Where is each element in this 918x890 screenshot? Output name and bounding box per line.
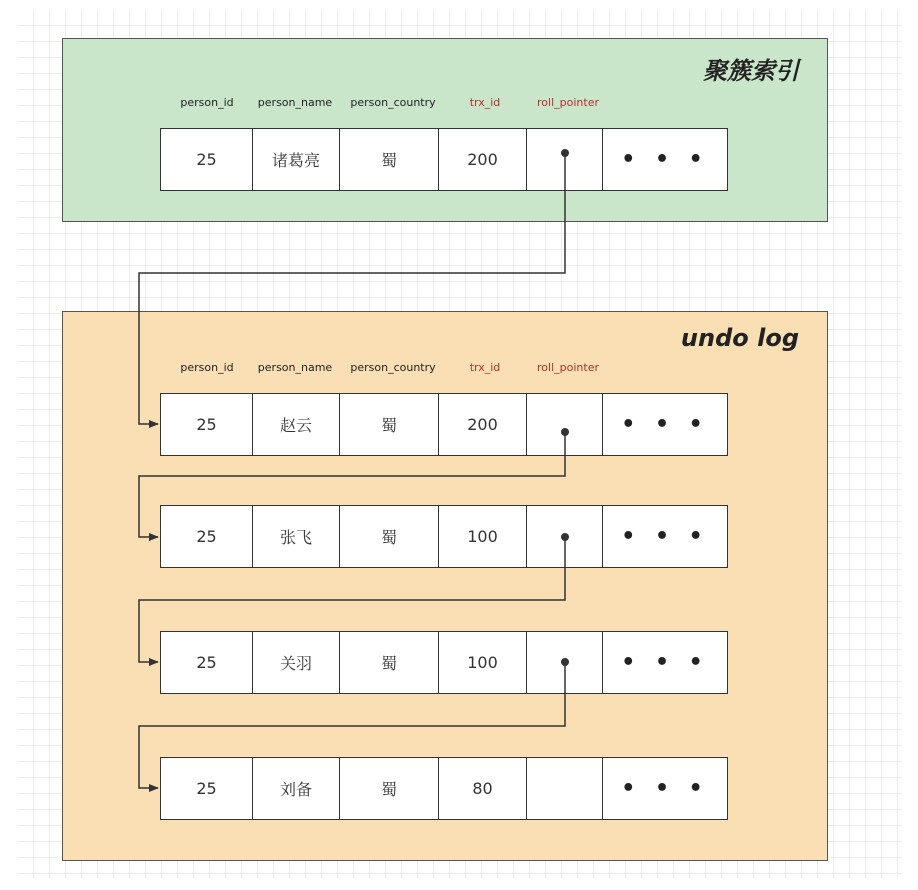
- cell-person-country: 蜀: [340, 129, 439, 190]
- cell-person-id: 25: [161, 758, 253, 819]
- header-person-country: person_country: [350, 361, 436, 374]
- header-person-id: person_id: [180, 361, 234, 374]
- cell-person-country: 蜀: [340, 758, 439, 819]
- cell-person-id: 25: [161, 129, 253, 190]
- cell-trx-id: 200: [439, 394, 527, 455]
- cell-roll-pointer: [527, 506, 603, 567]
- cell-roll-pointer: [527, 129, 603, 190]
- cell-person-name: 刘备: [253, 758, 340, 819]
- clustered-record-row: [160, 128, 728, 191]
- header-trx-id: trx_id: [469, 361, 501, 374]
- header-roll-pointer: roll_pointer: [537, 361, 599, 374]
- cell-person-name: 张飞: [253, 506, 340, 567]
- cell-person-country: 蜀: [340, 394, 439, 455]
- header-person-id: person_id: [180, 96, 234, 109]
- cell-trx-id: 200: [439, 129, 527, 190]
- cell-more: • • •: [621, 147, 709, 172]
- header-trx-id: trx_id: [469, 96, 501, 109]
- cell-trx-id: 100: [439, 632, 527, 693]
- cell-roll-pointer: [527, 394, 603, 455]
- cell-person-name: 赵云: [253, 394, 340, 455]
- undo-record-row: [160, 757, 728, 820]
- cell-person-id: 25: [161, 394, 253, 455]
- cell-person-id: 25: [161, 506, 253, 567]
- cell-more: • • •: [621, 412, 709, 437]
- cell-more: • • •: [621, 776, 709, 801]
- undo-record-row: [160, 505, 728, 568]
- cell-trx-id: 100: [439, 506, 527, 567]
- clustered-index-title: 聚簇索引: [703, 57, 799, 85]
- cell-roll-pointer: [527, 632, 603, 693]
- header-person-country: person_country: [350, 96, 436, 109]
- undo-record-row: [160, 631, 728, 694]
- cell-person-country: 蜀: [340, 632, 439, 693]
- undo-record-row: [160, 393, 728, 456]
- cell-person-name: 关羽: [253, 632, 340, 693]
- cell-trx-id: 80: [439, 758, 527, 819]
- cell-more: • • •: [621, 524, 709, 549]
- cell-roll-pointer: [527, 758, 603, 819]
- cell-person-name: 诸葛亮: [253, 129, 340, 190]
- undo-log-title: undo log: [680, 324, 799, 352]
- cell-person-id: 25: [161, 632, 253, 693]
- header-roll-pointer: roll_pointer: [537, 96, 599, 109]
- header-person-name: person_name: [257, 96, 333, 109]
- cell-person-country: 蜀: [340, 506, 439, 567]
- cell-more: • • •: [621, 650, 709, 675]
- header-person-name: person_name: [257, 361, 333, 374]
